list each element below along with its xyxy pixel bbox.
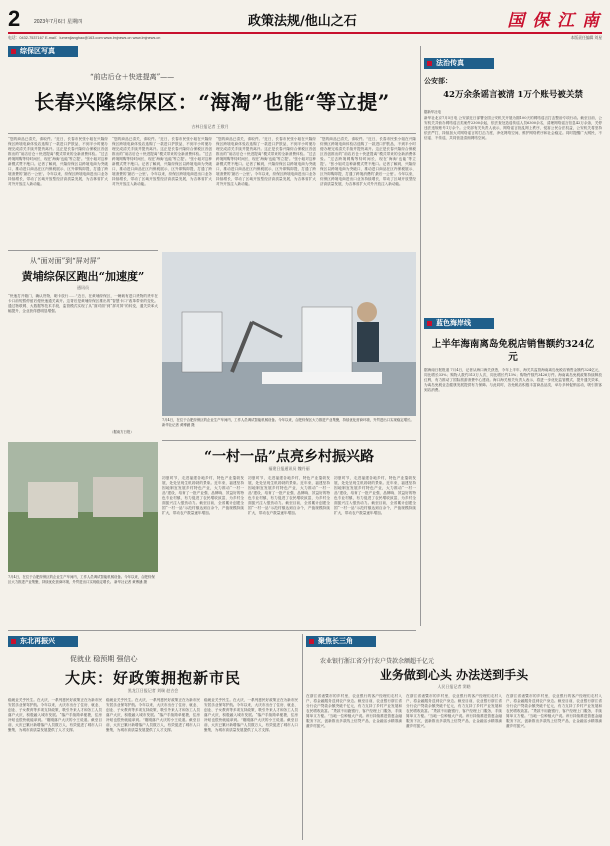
bottom-right-body-col3: 在浙江省诸暨市的乡村里，农业银行的客户经理们走村入户，将金融服务送到农户身边。截至目前，农业银行浙江省分行农户贷款余额突破千亿元，有力支持了乡村产业发展和农民增收致富。“贷款不用跑银行，客户经理上门服务，手续简单又方便。”当地一位种植大户说。该行持续推进普惠金融服务下沉，创新推出多款线上信贷产品，让金融活水精准滴灌乡村振兴。	[506, 694, 602, 728]
right-mid-headline: 上半年海南离岛免税店销售额约324亿元	[431, 339, 595, 363]
village-headline: “一村一品”点亮乡村振兴路	[203, 449, 375, 465]
village-body-col2: 初夏时节，走进福建各地乡村，特色产业蓬勃发展，处处呈现生机勃勃的景象。近年来，福建坚持因地制宜发展乡村特色产业，大力推动“一村一品”建设，培育了一批产业强、品牌响、效益好的特色专业村镇，有力促进了农民增收致富，为乡村全面振兴注入强劲动力。截至目前，全省累计创建全国“一村一品”示范村镇达到百余个，产值规模持续扩大，带动农户数量逐年增加。	[248, 476, 330, 515]
farmland-illustration	[8, 442, 158, 572]
top-body-col3: “您的商品已清关，请取件。”近日，长春市民张小姐在兴隆综保区跨境电商体验店选购了一款进口护肤品，不到半小时便办理完成清关手续并提货离开。这正是长春兴隆综合保税区首创推出的“前店后仓＋快进提离”模式带来的全新消费体验。“过去跨境网购等待时间长，现在‘海淘’也能‘等立提’。”张小姐对这种新模式赞不绝口。记者了解到，兴隆综保区以跨境电商为突破口，推动进口商品在区内保税展示、区外即购即提，打通了跨境消费的‘最后一公里’。今年以来，综保区跨境电商进出口业务持续增长，带动了区域开放型经济高质量发展，为吉林省扩大对外开放注入新动能。	[216, 137, 316, 186]
top-body-col4: “您的商品已清关，请取件。”近日，长春市民张小姐在兴隆综保区跨境电商体验店选购了一款进口护肤品，不到半小时便办理完成清关手续并提货离开。这正是长春兴隆综合保税区首创推出的“前店后仓＋快进提离”模式带来的全新消费体验。“过去跨境网购等待时间长，现在‘海淘’也能‘等立提’。”张小姐对这种新模式赞不绝口。记者了解到，兴隆综保区以跨境电商为突破口，推动进口商品在区内保税展示、区外即购即提，打通了跨境消费的‘最后一公里’。今年以来，综保区跨境电商进出口业务持续增长，带动了区域开放型经济高质量发展，为吉林省扩大对外开放注入新动能。	[320, 137, 416, 186]
factory-photo	[162, 252, 416, 416]
page-header	[8, 6, 602, 42]
bottom-divider	[8, 630, 416, 631]
bottom-left-body-col1: 稳就业关乎民生。在大庆，一系列惠民好政策正在为新市民安居乐业保驾护航。今年以来，大庆市出台了住房、就业、创业、子女教育等多项支持政策，吸引外来人才和务工人员落户大庆，积极融入城市发展。“落户手续简单便捷，住房补贴也很快就能拿到。”刚刚落户大庆的小王说道。截至目前，大庆已累计新增落户人员数万人，有效促进了城市人口聚集，为城市高质量发展提供了人才支撑。	[8, 698, 102, 732]
robot-arm-illustration	[162, 252, 416, 416]
section-title: 政策法规/他山之石	[248, 14, 357, 29]
bottom-left-headline: 大庆：好政策拥抱新市民	[64, 669, 241, 687]
bottom-right-body-col1: 在浙江省诸暨市的乡村里，农业银行的客户经理们走村入户，将金融服务送到农户身边。截至目前，农业银行浙江省分行农户贷款余额突破千亿元，有力支持了乡村产业发展和农民增收致富。“贷款不用跑银行，客户经理上门服务，手续简单又方便。”当地一位种植大户说。该行持续推进普惠金融服务下沉，创新推出多款线上信贷产品，让金融活水精准滴灌乡村振兴。	[306, 694, 402, 728]
top-body-col1: “您的商品已清关，请取件。”近日，长春市民张小姐在兴隆综保区跨境电商体验店选购了一款进口护肤品，不到半小时便办理完成清关手续并提货离开。这正是长春兴隆综合保税区首创推出的“前店后仓＋快进提离”模式带来的全新消费体验。“过去跨境网购等待时间长，现在‘海淘’也能‘等立提’。”张小姐对这种新模式赞不绝口。记者了解到，兴隆综保区以跨境电商为突破口，推动进口商品在区内保税展示、区外即购即提，打通了跨境消费的‘最后一公里’。今年以来，综保区跨境电商进出口业务持续增长，带动了区域开放型经济高质量发展，为吉林省扩大对外开放注入新动能。	[8, 137, 108, 186]
bottom-right-headline: 业务做到心头 办法送到手头	[379, 668, 529, 682]
section-label-dongbei: 东北再振兴	[8, 636, 78, 647]
middle-left-source: （据南方日报）	[110, 430, 134, 434]
bottom-left-body-col3: 稳就业关乎民生。在大庆，一系列惠民好政策正在为新市民安居乐业保驾护航。今年以来，大庆市出台了住房、就业、创业、子女教育等多项支持政策，吸引外来人才和务工人员落户大庆，积极融入城市发展。“落户手续简单便捷，住房补贴也很快就能拿到。”刚刚落户大庆的小王说道。截至目前，大庆已累计新增落户人员数万人，有效促进了城市人口聚集，为城市高质量发展提供了人才支撑。	[204, 698, 298, 732]
middle-left-byline: 通讯员	[77, 285, 89, 290]
section-label-zongbao: 综保区写真	[8, 46, 78, 57]
right-mid-body: 据海南日报报道 7月4日，记者从海口海关获悉，今年上半年，海关共监管海南离岛免税店销售金额约324亿元，同比增长33%；购物人数约313万人次，同比增长约13%；购物件数约3426万件。海南离岛免税政策持续释放红利，有力推动了国际旅游消费中心建设。海口海关相关负责人表示，将进一步优化监管模式，提升通关效率，为离岛免税业态健康发展提供有力保障。与此同时，各免税店积极丰富商品品类，举办多种促销活动，吸引旅客到店消费。	[424, 368, 602, 392]
top-headline: 长春兴隆综保区：“海淘”也能“等立提”	[34, 90, 390, 114]
village-body-col1: 初夏时节，走进福建各地乡村，特色产业蓬勃发展，处处呈现生机勃勃的景象。近年来，福建坚持因地制宜发展乡村特色产业，大力推动“一村一品”建设，培育了一批产业强、品牌响、效益好的特色专业村镇，有力促进了农民增收致富，为乡村全面振兴注入强劲动力。截至目前，全省累计创建全国“一村一品”示范村镇达到百余个，产值规模持续扩大，带动农户数量逐年增加。	[162, 476, 244, 515]
middle-left-kicker: 从“面对面”到“屏对屏”	[30, 257, 101, 265]
top-body-col2: “您的商品已清关，请取件。”近日，长春市民张小姐在兴隆综保区跨境电商体验店选购了一款进口护肤品，不到半小时便办理完成清关手续并提货离开。这正是长春兴隆综合保税区首创推出的“前店后仓＋快进提离”模式带来的全新消费体验。“过去跨境网购等待时间长，现在‘海淘’也能‘等立提’。”张小姐对这种新模式赞不绝口。记者了解到，兴隆综保区以跨境电商为突破口，推动进口商品在区内保税展示、区外即购即提，打通了跨境消费的‘最后一公里’。今年以来，综保区跨境电商进出口业务持续增长，带动了区域开放型经济高质量发展，为吉林省扩大对外开放注入新动能。	[112, 137, 212, 186]
issue-date: 2023年7月6日 星期四	[34, 19, 83, 25]
section-label-changsanjiao: 聚焦长三角	[306, 636, 376, 647]
village-byline: 福建日报通讯员 魏丹丽	[268, 466, 310, 471]
contact-line: 电话：0432-7537167 E-mail：lumenjianghao@163.com www.lmjnews.cn www.lmjnews.cn	[8, 36, 161, 40]
village-rule	[162, 440, 416, 441]
page-number: 2	[8, 6, 21, 31]
section-label-fazhi: 法治传真	[424, 58, 494, 69]
top-byline: 吉林日报记者 王敬月	[191, 124, 229, 129]
header-rule	[8, 32, 602, 34]
middle-left-body: “快速打开箱门，确认货物，刷卡放行……”近日，在黄埔综保区，一辆载有进口货物的货车在卡口前短暂停留后便快速通关离开。这背后是黄埔综保区推出的“智慧卡口”改革带来的变化。通过物联网、大数据等技术手段，监管模式实现了从“面对面”到“屏对屏”的转变，通关效率大幅提升，企业获得感明显增强。	[8, 294, 158, 313]
village-photo	[8, 442, 158, 572]
masthead-logo: 国 保 江 南	[507, 11, 600, 31]
column-divider	[420, 46, 421, 626]
top-story-rule	[8, 133, 416, 134]
right-top-subsection: 公安部：	[424, 76, 452, 85]
bottom-right-body-col2: 在浙江省诸暨市的乡村里，农业银行的客户经理们走村入户，将金融服务送到农户身边。截至目前，农业银行浙江省分行农户贷款余额突破千亿元，有力支持了乡村产业发展和农民增收致富。“贷款不用跑银行，客户经理上门服务，手续简单又方便。”当地一位种植大户说。该行持续推进普惠金融服务下沉，创新推出多款线上信贷产品，让金融活水精准滴灌乡村振兴。	[406, 694, 502, 728]
top-kicker: “前店后仓＋快进提离”——	[90, 73, 175, 81]
bottom-right-byline: 人民日报记者 窦皓	[437, 684, 471, 689]
bottom-right-kicker: 农业银行浙江省分行农户贷款余额超千亿元	[320, 658, 435, 665]
middle-left-headline: 黄埔综保区跑出“加速度”	[21, 270, 145, 283]
bottom-col-divider	[302, 634, 303, 840]
bottom-left-byline: 黑龙江日报记者 刘瑞 赵吉会	[127, 688, 179, 693]
editor-line: 本版责任编辑 刘星	[570, 36, 602, 40]
section-label-lanse: 蓝色海岸线	[424, 318, 494, 329]
village-photo-caption: 7月4日，在位于合肥综保区的企业生产车间内，工作人员调试智能机械设备。今年以来，合肥综保区大力推进产业集聚，持续优化营商环境，外贸进出口实现稳定增长。 新华社记者 黄博涵 摄	[8, 575, 155, 584]
right-top-headline: 42万余条谣言被清 1万个账号被关禁	[443, 90, 583, 100]
right-top-source: 据新华社电	[424, 110, 441, 114]
bottom-left-body-col2: 稳就业关乎民生。在大庆，一系列惠民好政策正在为新市民安居乐业保驾护航。今年以来，大庆市出台了住房、就业、创业、子女教育等多项支持政策，吸引外来人才和务工人员落户大庆，积极融入城市发展。“落户手续简单便捷，住房补贴也很快就能拿到。”刚刚落户大庆的小王说道。截至目前，大庆已累计新增落户人员数万人，有效促进了城市人口聚集，为城市高质量发展提供了人才支撑。	[106, 698, 200, 732]
village-body-col3: 初夏时节，走进福建各地乡村，特色产业蓬勃发展，处处呈现生机勃勃的景象。近年来，福建坚持因地制宜发展乡村特色产业，大力推动“一村一品”建设，培育了一批产业强、品牌响、效益好的特色专业村镇，有力促进了农民增收致富，为乡村全面振兴注入强劲动力。截至目前，全省累计创建全国“一村一品”示范村镇达到百余个，产值规模持续扩大，带动农户数量逐年增加。	[334, 476, 416, 515]
photo-caption: 7月4日，在位于合肥综保区的企业生产车间内，工作人员调试智能机械设备。今年以来，合肥综保区大力推进产业集聚，持续优化营商环境，外贸进出口实现稳定增长。 新华社记者 黄博涵 摄	[162, 418, 414, 427]
bottom-left-kicker: 促就业 稳预期 强信心	[70, 655, 138, 663]
right-top-body: 新华社北京7月5日电 公安部近日部署全国公安机关开展为期100天的网络谣言打击整治专项行动。截至目前，公安机关共侦办网络谣言类案件2300余起，依法查处造谣传谣人员6300余名，清理网络谣言信息42万余条，关停违法违规账号1万余个。公安部有关负责人表示，网络谣言扰乱网上秩序，侵害公民合法权益，公安机关将坚持依法严打，持续加大对网络谣言的打击力度，净化网络空间，维护网络秩序和社会稳定。同时提醒广大网民，不信谣、不传谣，共同营造清朗网络空间。	[424, 116, 602, 140]
